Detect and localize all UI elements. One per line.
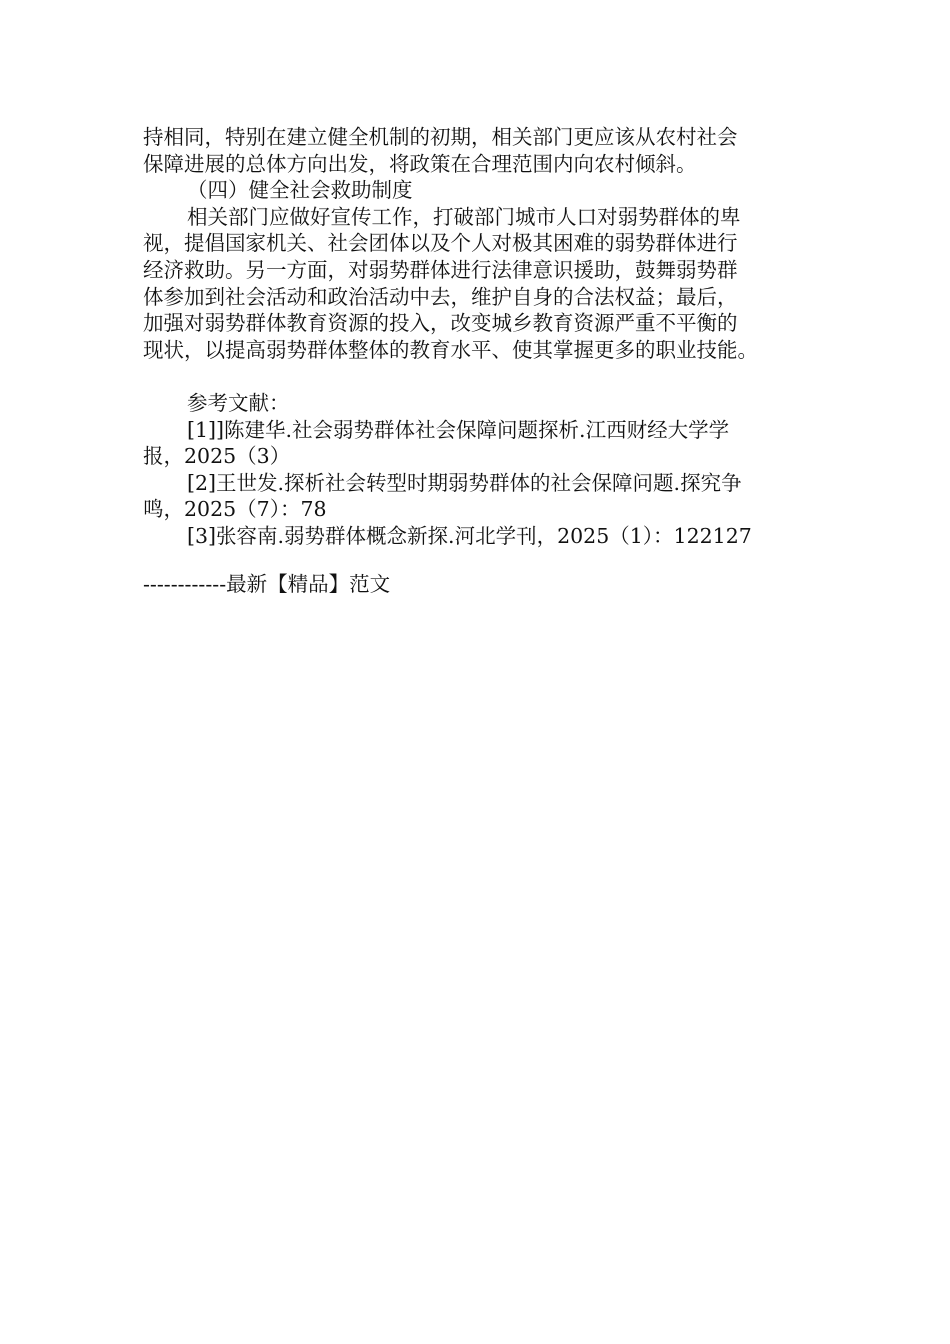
reference-item xyxy=(143,417,811,470)
text-line: 体参加到社会活动和政治活动中去，维护自身的合法权益；最后， xyxy=(143,284,738,309)
reference-line: [2]王世发.探析社会转型时期弱势群体的社会保障问题.探究争 xyxy=(187,470,742,495)
reference-line: 报，2025（3） xyxy=(143,444,291,469)
references-title: 参考文献： xyxy=(187,390,290,415)
paragraph-social-assistance xyxy=(143,204,811,364)
text-line: 加强对弱势群体教育资源的投入，改变城乡教育资源严重不平衡的 xyxy=(143,311,738,336)
text-line: 经济救助。另一方面，对弱势群体进行法律意识援助，鼓舞弱势群 xyxy=(143,257,738,282)
text-line: 相关部门应做好宣传工作，打破部门城市人口对弱势群体的卑 xyxy=(187,204,741,229)
reference-item xyxy=(143,523,811,550)
section-heading: （四）健全社会救助制度 xyxy=(187,178,413,203)
reference-line: [3]张容南.弱势群体概念新探.河北学刊，2025（1）：122127 xyxy=(187,523,752,548)
text-line: 持相同，特别在建立健全机制的初期，相关部门更应该从农村社会 xyxy=(143,125,738,149)
reference-line: 鸣，2025（7）：78 xyxy=(143,497,327,522)
text-line: 视，提倡国家机关、社会团体以及个人对极其困难的弱势群体进行 xyxy=(143,231,738,256)
paragraph-continuation xyxy=(143,124,811,177)
reference-item xyxy=(143,470,811,523)
text-line: 保障进展的总体方向出发，将政策在合理范围内向农村倾斜。 xyxy=(143,151,697,176)
text-line: 现状，以提高弱势群体整体的教育水平、使其掌握更多的职业技能。 xyxy=(143,337,758,362)
document-body xyxy=(143,124,811,550)
references-section xyxy=(143,390,811,550)
footer-banner: ------------最新【精品】范文 xyxy=(143,572,391,596)
blank-line xyxy=(143,363,811,390)
reference-line: [1]]陈建华.社会弱势群体社会保障问题探析.江西财经大学学 xyxy=(187,417,730,442)
